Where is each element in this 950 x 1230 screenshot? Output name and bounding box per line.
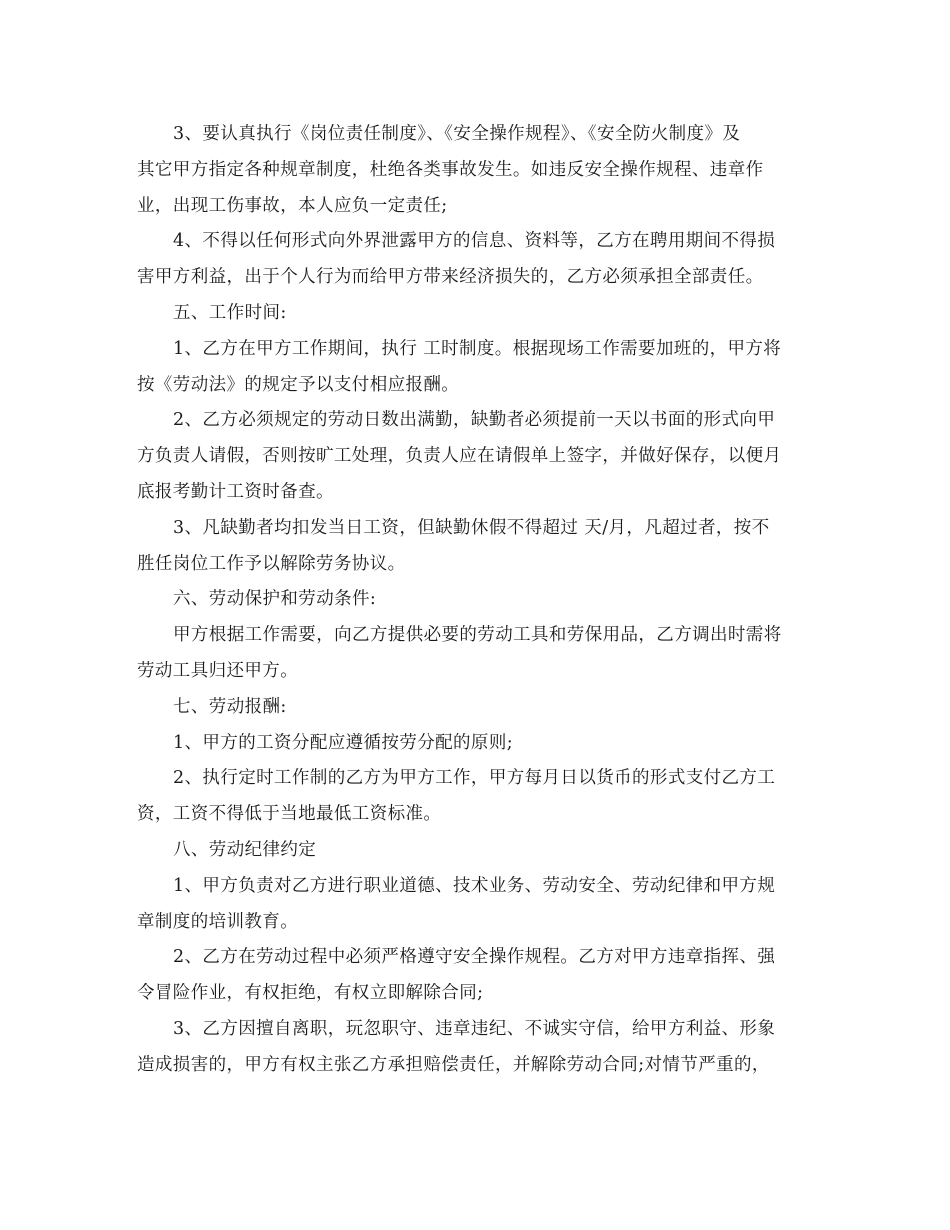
text-line: 章制度的培训教育。 [137, 911, 299, 932]
text-line: 令冒险作业，有权拒绝，有权立即解除合同; [137, 983, 484, 1004]
text-line: 4、不得以任何形式向外界泄露甲方的信息、资料等，乙方在聘用期间不得损 [173, 231, 776, 252]
text-line: 七、劳动报酬: [173, 696, 287, 717]
text-line: 1、甲方的工资分配应遵循按劳分配的原则; [173, 732, 514, 753]
text-line: 1、甲方负责对乙方进行职业道德、技术业务、劳动安全、劳动纪律和甲方规 [173, 875, 776, 896]
text-line: 2、执行定时工作制的乙方为甲方工作，甲方每月日以货币的形式支付乙方工 [173, 768, 776, 789]
text-line: 其它甲方指定各种规章制度，杜绝各类事故发生。如违反安全操作规程、违章作 [137, 159, 764, 180]
text-line: 害甲方利益，出于个人行为而给甲方带来经济损失的，乙方必须承担全部责任。 [137, 267, 764, 288]
text-line: 2、乙方必须规定的劳动日数出满勤，缺勤者必须提前一天以书面的形式向甲 [173, 410, 776, 431]
text-line: 3、乙方因擅自离职，玩忽职守、违章违纪、不诚实守信，给甲方利益、形象 [173, 1018, 776, 1039]
text-line: 业，出现工伤事故，本人应负一定责任; [137, 195, 448, 216]
text-line: 2、乙方在劳动过程中必须严格遵守安全操作规程。乙方对甲方违章指挥、强 [173, 947, 776, 968]
document-body [137, 117, 817, 1084]
text-line: 胜任岗位工作予以解除劳务协议。 [137, 553, 406, 574]
text-line: 劳动工具归还甲方。 [137, 660, 299, 681]
text-line: 五、工作时间: [173, 302, 287, 323]
text-line: 3、要认真执行《岗位责任制度》、《安全操作规程》、《安全防火制度》及 [173, 124, 741, 144]
text-line: 1、乙方在甲方工作期间，执行 工时制度。根据现场工作需要加班的，甲方将 [173, 338, 782, 359]
text-line: 3、凡缺勤者均扣发当日工资，但缺勤休假不得超过 天/月，凡超过者，按不 [173, 517, 770, 538]
text-line: 造成损害的，甲方有权主张乙方承担赔偿责任，并解除劳动合同;对情节严重的， [137, 1054, 770, 1075]
text-line: 方负责人请假，否则按旷工处理，负责人应在请假单上签字，并做好保存，以便月 [137, 446, 782, 467]
text-line: 甲方根据工作需要，向乙方提供必要的劳动工具和劳保用品，乙方调出时需将 [173, 625, 782, 646]
text-line: 六、劳动保护和劳动条件: [173, 589, 377, 610]
text-line: 按《劳动法》的规定予以支付相应报酬。 [137, 374, 460, 395]
text-line: 底报考勤计工资时备查。 [137, 481, 334, 502]
text-line: 八、劳动纪律约定 [173, 839, 317, 860]
text-line: 资，工资不得低于当地最低工资标准。 [137, 804, 442, 825]
